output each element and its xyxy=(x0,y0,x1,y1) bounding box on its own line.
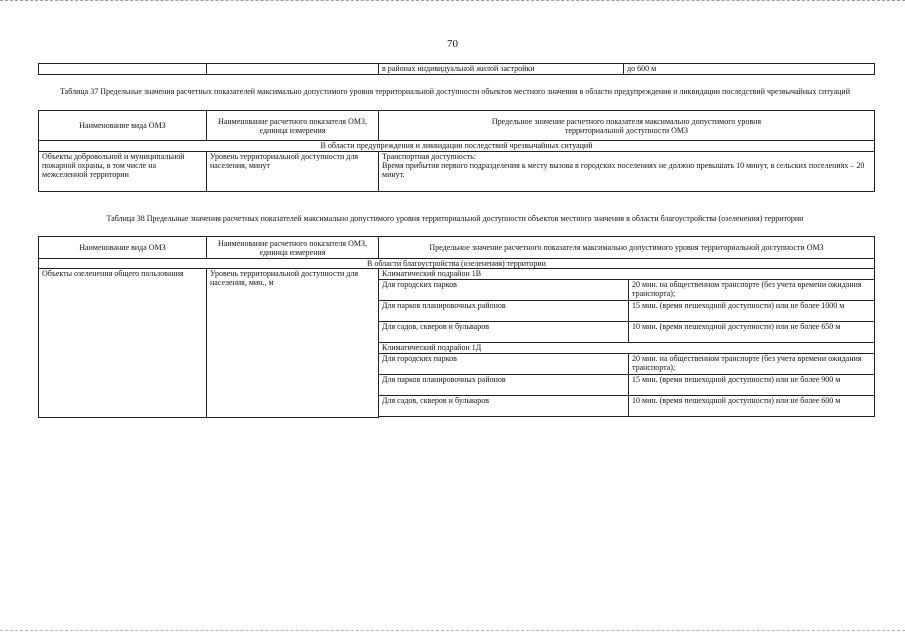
section-row xyxy=(39,141,875,152)
access-value: 20 мин. на общественном транспорте (без учета времени ожидания транспорта); xyxy=(629,280,875,301)
park-type: Для парков планировочных районов xyxy=(379,301,629,322)
section-row xyxy=(39,259,875,269)
park-type: Для городских парков xyxy=(379,354,629,375)
table-cell: Уровень территориальной доступности для населения, минут xyxy=(207,152,379,192)
table37 xyxy=(38,110,875,192)
access-value: 15 мин. (время пешеходной доступности) или не более 900 м xyxy=(629,375,875,396)
section-title: В области предупреждения и ликвидации последствий чрезвычайных ситуаций xyxy=(39,141,875,152)
access-value: 15 мин. (время пешеходной доступности) или не более 1000 м xyxy=(629,301,875,322)
scan-edge-top xyxy=(0,0,905,5)
table-header-row xyxy=(39,237,875,259)
table-cell xyxy=(39,64,207,75)
table37-caption: Таблица 37 Предельные значения расчетных показателей максимально допустимого уровня территориальной доступности объектов местного значения в области предупреждения и ликвидации последствий чрезвычайных ситуаций xyxy=(59,87,850,96)
table-row xyxy=(39,269,875,280)
table-cell: в районах индивидуальной жилой застройки xyxy=(379,64,624,75)
table-cell: Уровень территориальной доступности для населения, мин., м xyxy=(207,269,379,418)
header-limit-value: Предельное значение расчетного показателя максимально допустимого уровня территориальной доступности ОМЗ xyxy=(379,111,875,141)
park-type: Для парков планировочных районов xyxy=(379,375,629,396)
table-row xyxy=(39,152,875,192)
table-cell xyxy=(207,64,379,75)
transport-label: Транспортная доступность: xyxy=(382,152,477,161)
table-cell xyxy=(379,152,875,192)
scan-edge-bottom xyxy=(0,630,905,637)
climate-subregion-title: Климатический подрайон 1В xyxy=(379,269,875,280)
table38 xyxy=(38,236,875,418)
page-number: 70 xyxy=(447,38,458,50)
park-type: Для садов, скверов и бульваров xyxy=(379,322,629,343)
park-type: Для садов, скверов и бульваров xyxy=(379,396,629,417)
header-omz-type: Наименование вида ОМЗ xyxy=(39,111,207,141)
continuation-table xyxy=(38,63,875,75)
table38-caption: Таблица 38 Предельные значения расчетных показателей максимально допустимого уровня территориальной доступности объектов местного значения в области благоустройства (озеленения) территории xyxy=(106,214,804,223)
access-value: 20 мин. на общественном транспорте (без учета времени ожидания транспорта); xyxy=(629,354,875,375)
header-indicator: Наименование расчетного показателя ОМЗ, единица измерения xyxy=(207,111,379,141)
park-type: Для городских парков xyxy=(379,280,629,301)
table-cell: Объекты озеленения общего пользования xyxy=(39,269,207,418)
table-cell xyxy=(379,417,875,418)
table-cell: Объекты добровольной и муниципальной пожарной охраны, в том числе на межселенной территории xyxy=(39,152,207,192)
table-cell: до 600 м xyxy=(624,64,875,75)
table-row xyxy=(39,64,875,75)
header-omz-type: Наименование вида ОМЗ xyxy=(39,237,207,259)
access-value: 10 мин. (время пешеходной доступности) или не более 650 м xyxy=(629,322,875,343)
section-title: В области благоустройства (озеленения) территории xyxy=(39,259,875,269)
table-header-row xyxy=(39,111,875,141)
climate-subregion-title: Климатический подрайон 1Д xyxy=(379,343,875,354)
header-limit-value: Предельное значение расчетного показателя максимально допустимого уровня территориальной доступности ОМЗ xyxy=(379,237,875,259)
header-indicator: Наименование расчетного показателя ОМЗ, единица измерения xyxy=(207,237,379,259)
arrival-time-text: Время прибытия первого подразделения к месту вызова в городских поселениях не должно превышать 10 минут, в сельских поселениях – 20 минут. xyxy=(382,161,865,179)
access-value: 10 мин. (время пешеходной доступности) или не более 600 м xyxy=(629,396,875,417)
